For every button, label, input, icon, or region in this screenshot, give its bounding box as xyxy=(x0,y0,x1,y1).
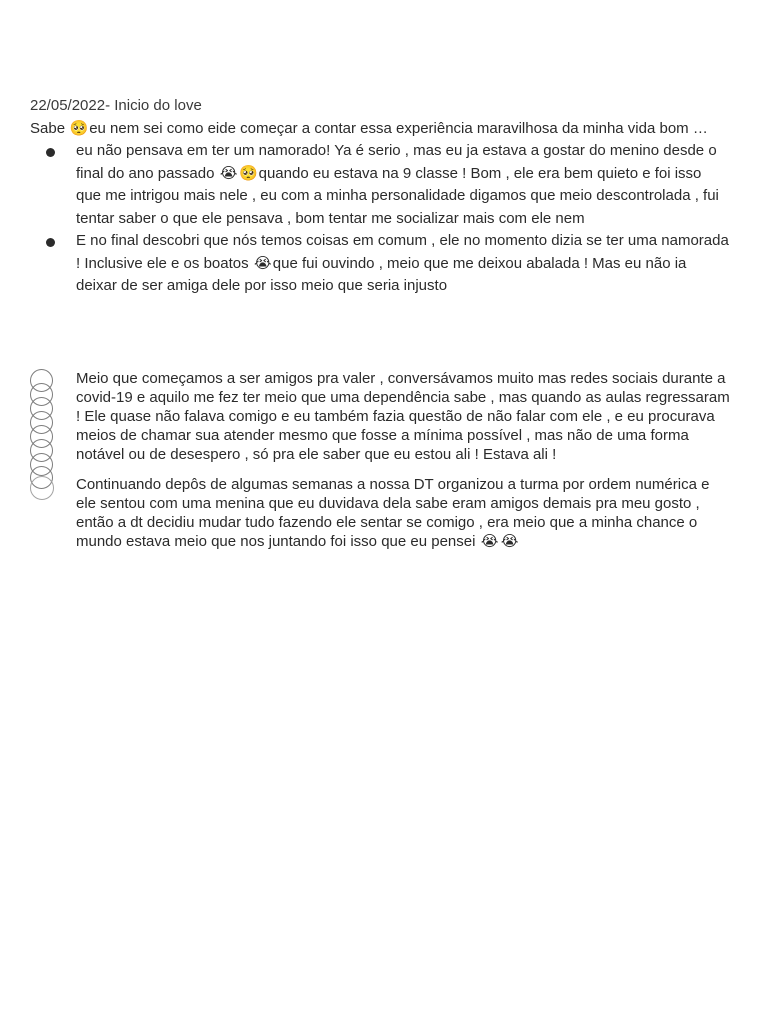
checkbox-icon[interactable] xyxy=(30,476,54,500)
checkbox-stack xyxy=(30,369,56,489)
checklist-item[interactable] xyxy=(30,369,730,464)
bullet-text-rest: que fui ouvindo , meio que me deixou abalada ! Mas eu não ia deixar de ser amiga dele por isso meio que seria injusto xyxy=(76,255,687,295)
bullet-text-rest: quando eu estava na 9 classe ! Bom , ele era bem quieto e foi isso que me intrigou mais nele , eu com a minha personalidade digamos que meio descontrolada , fui tentar saber o que ele pensava , bom tentar me socializar mais com ele nem xyxy=(76,165,719,227)
bullet-text-start: eu não pensava em ter um namorado! Ya é serio , mas eu ja estava a gostar do menino desde o final do ano passado xyxy=(76,142,717,183)
checklist-item-text: Continuando depôs de algumas semanas a nossa DT organizou a turma por ordem numérica e ele sentou com uma menina que eu duvidava dela sabe eram amigos demais pra meu gosto , então a dt decidiu mudar tudo fazendo ele sentar se comigo , era meio que a minha chance o mundo estava meio que nos juntando foi isso que eu pensei xyxy=(76,476,710,551)
crying-face-icon: 😭 xyxy=(500,532,519,551)
empty-lines[interactable] xyxy=(30,297,730,369)
bullet-text-start: E no final descobri que nós temos coisas em comum , ele no momento dizia se ter uma namorada ! Inclusive ele e os boatos xyxy=(76,231,729,273)
bullet-item[interactable] xyxy=(30,230,730,298)
pleading-face-icon: 🥺 xyxy=(239,164,258,183)
intro-text-start: Sabe xyxy=(30,120,70,137)
checklist-item[interactable] xyxy=(30,475,730,551)
pleading-face-icon: 🥺 xyxy=(69,119,89,137)
crying-face-icon: 😭 xyxy=(219,164,238,183)
bullet-list xyxy=(30,140,730,297)
bullet-dot-icon xyxy=(46,148,55,157)
note-intro[interactable] xyxy=(30,117,730,140)
checklist xyxy=(30,369,730,551)
intro-text-rest: eu nem sei como eide começar a contar essa experiência maravilhosa da minha vida bom … xyxy=(89,120,708,137)
checklist-item-text: Meio que começamos a ser amigos pra valer , conversávamos muito mas redes sociais durante a covid-19 e aquilo me fez ter meio que uma dependência sabe , mas quando as aulas regressaram ! Ele quase não falava comigo e eu também fazia questão de não falar com ele , e eu procurava meios de chamar sua atender mesmo que fosse a mínima possível , mas não de uma forma notável ou de desespero , só pra ele saber que eu estou ali ! Estava ali ! xyxy=(76,370,730,464)
crying-face-icon: 😭 xyxy=(480,532,499,551)
bullet-item[interactable] xyxy=(30,140,730,230)
bullet-dot-icon xyxy=(46,238,55,247)
note-date-title[interactable]: 22/05/2022- Inicio do love xyxy=(30,97,202,114)
crying-face-icon: 😭 xyxy=(254,254,272,273)
note-body[interactable] xyxy=(30,95,730,551)
